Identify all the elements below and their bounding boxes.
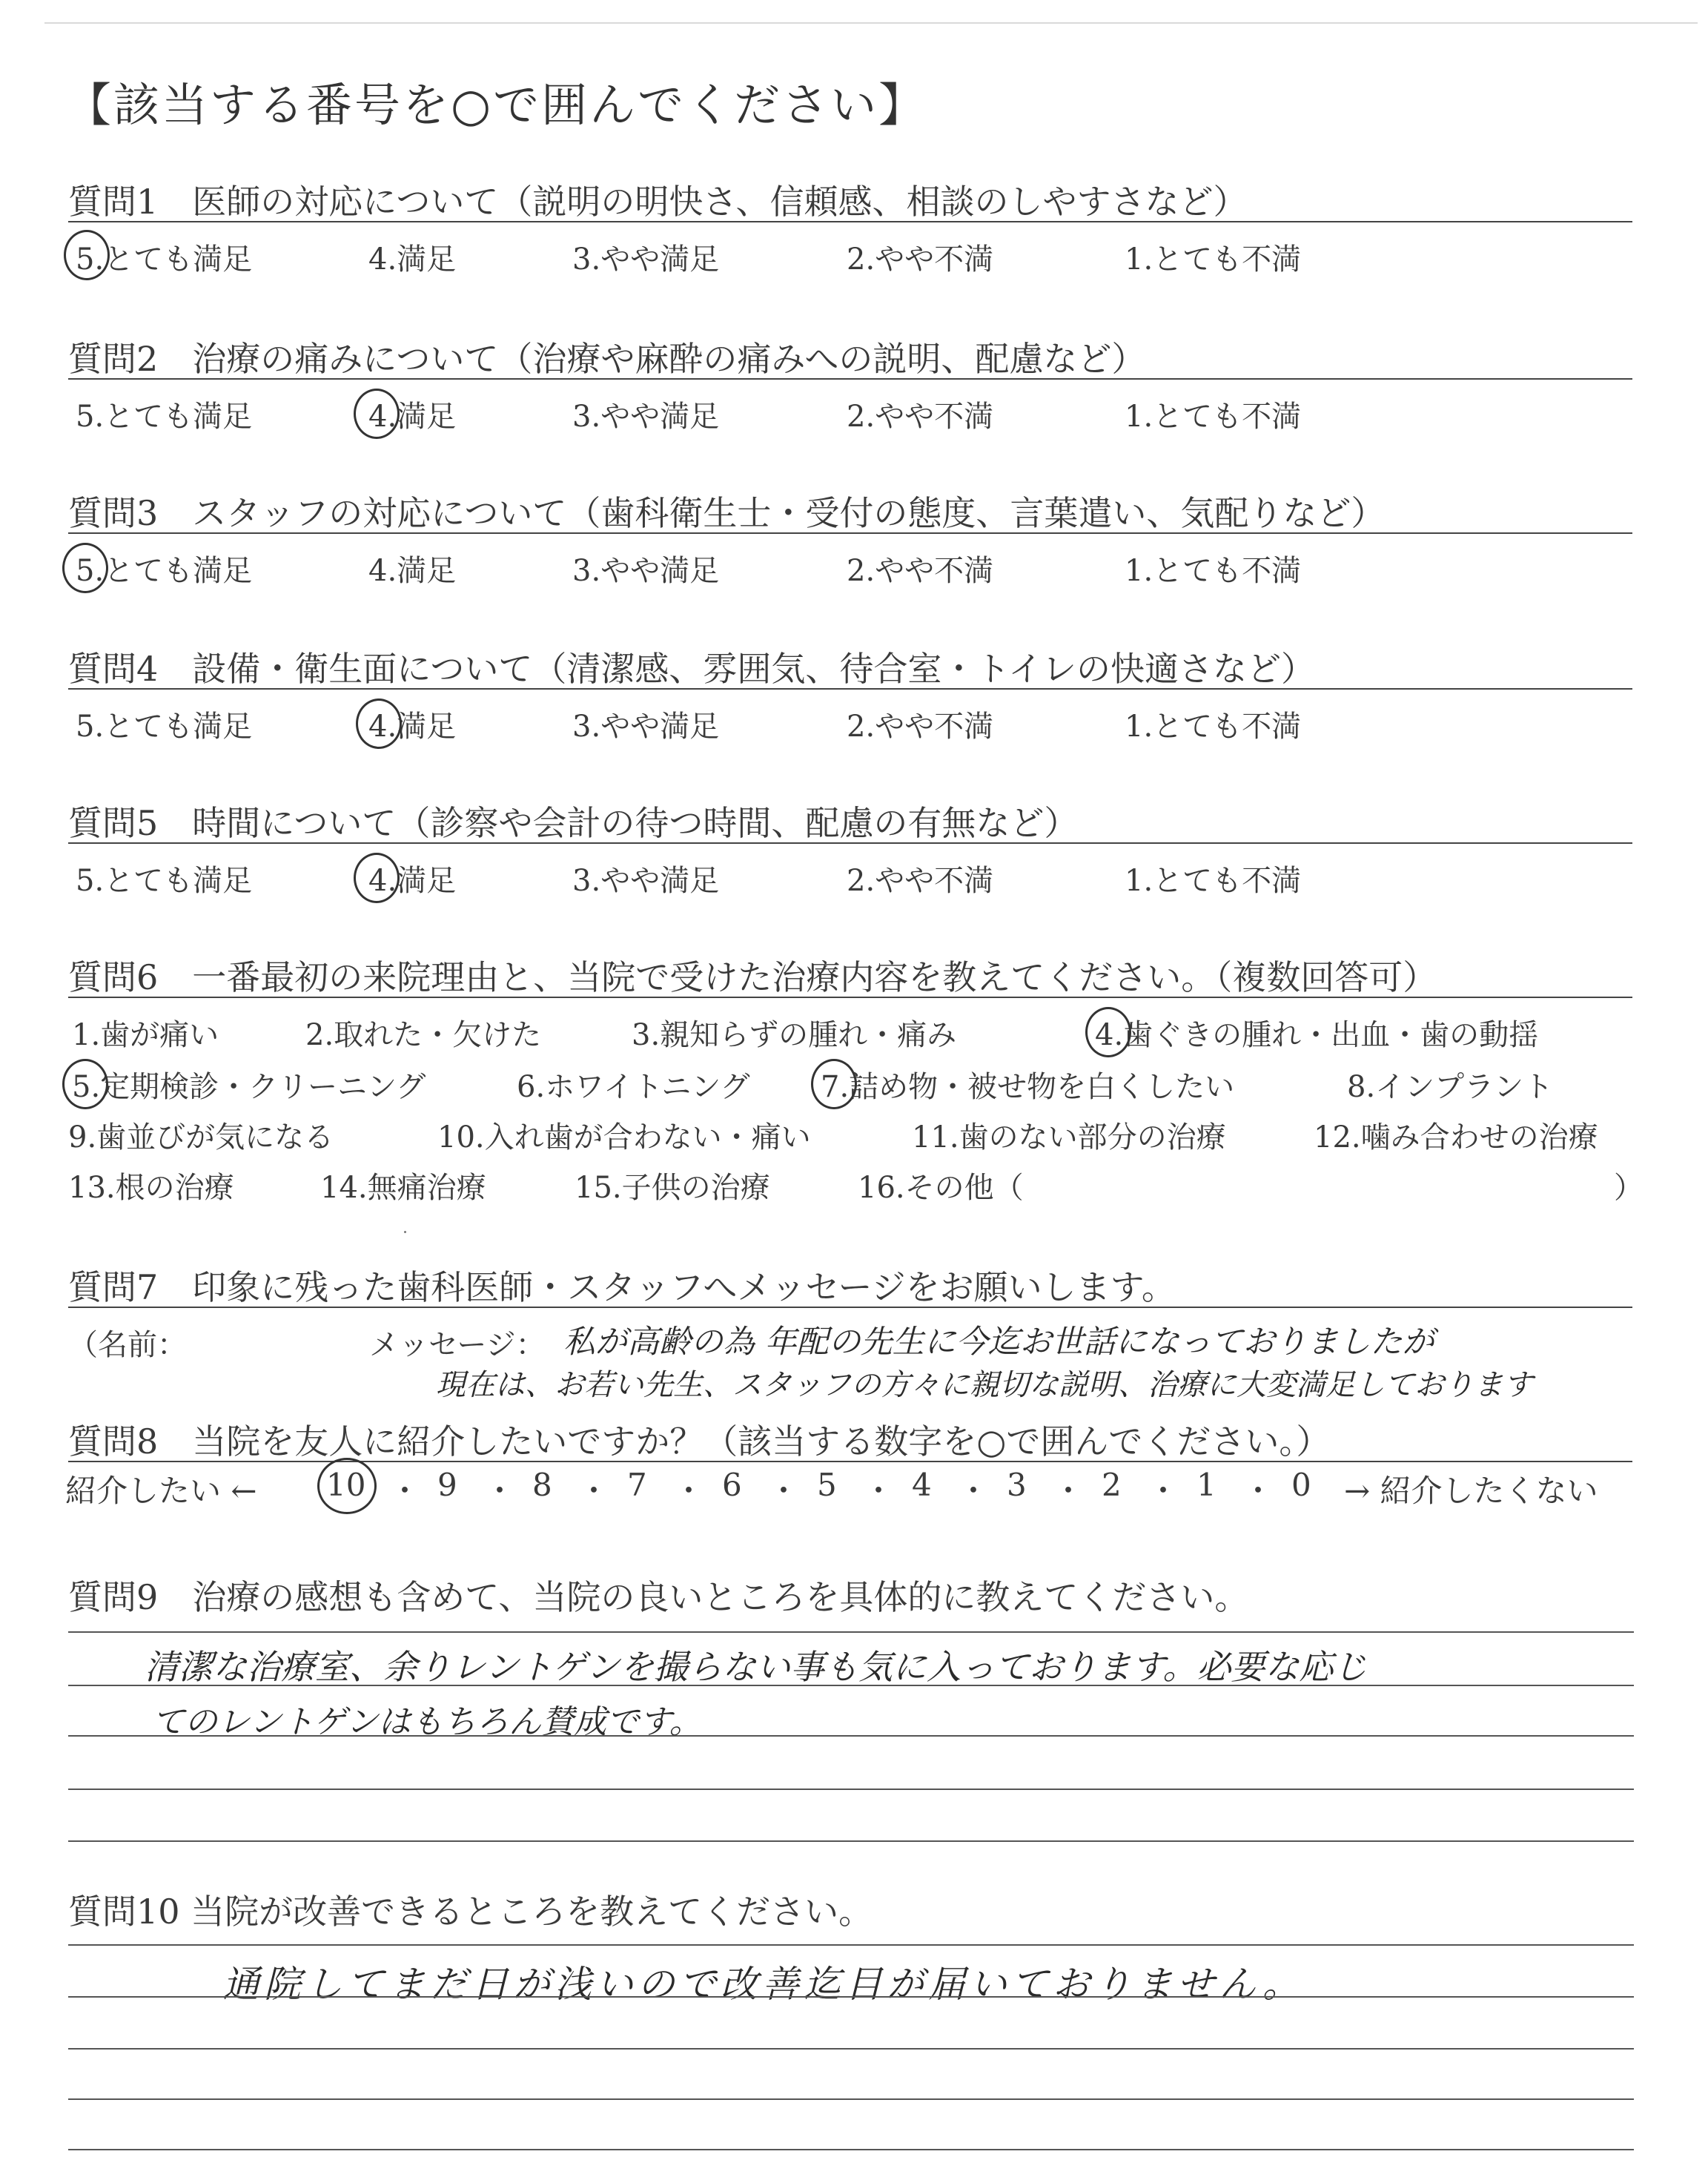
- q8-score-8[interactable]: 8: [532, 1467, 552, 1503]
- q8-separator: ・: [389, 1473, 421, 1509]
- question-1-options: [68, 236, 1632, 280]
- question-5-text: 質問5 時間について（診察や会計の待つ時間、配慮の有無など）: [68, 803, 1079, 843]
- q1-option-4[interactable]: 4.満足: [368, 242, 457, 277]
- q8-left-label: 紹介したい ←: [65, 1473, 257, 1509]
- scan-speck: [404, 1231, 406, 1233]
- q7-handwritten-line-1: 私が高齢の為 年配の先生に今迄お世話になっておりましたが: [563, 1324, 1434, 1361]
- question-4: [68, 642, 1632, 694]
- question-3: [68, 486, 1632, 538]
- question-2-underline: [68, 378, 1632, 380]
- q4-option-2[interactable]: 2.やや不満: [847, 710, 994, 744]
- question-9-text: 質問9 治療の感想も含めて、当院の良いところを具体的に教えてください。: [68, 1577, 1249, 1617]
- question-6-row-1: [68, 1011, 1640, 1056]
- question-5: [68, 796, 1632, 848]
- q5-option-4[interactable]: 4.満足: [368, 864, 457, 898]
- q6-option-4[interactable]: 4.歯ぐきの腫れ・出血・歯の動揺: [1095, 1018, 1539, 1052]
- q8-separator: ・: [958, 1473, 990, 1509]
- q2-option-3[interactable]: 3.やや満足: [572, 400, 720, 434]
- q9-handwritten-line-2: てのレントゲンはもちろん賛成です。: [152, 1703, 702, 1741]
- q8-score-9[interactable]: 9: [437, 1467, 457, 1503]
- page-title: 【該当する番号を○で囲んでください】: [65, 78, 927, 132]
- question-3-underline: [68, 532, 1632, 534]
- question-10-text: 質問10 当院が改善できるところを教えてください。: [68, 1892, 873, 1932]
- question-1: [68, 175, 1632, 227]
- q6-option-6[interactable]: 6.ホワイトニング: [517, 1070, 750, 1104]
- q4-option-3[interactable]: 3.やや満足: [572, 710, 720, 744]
- q3-option-1[interactable]: 1.とても不満: [1125, 554, 1302, 588]
- question-9: [68, 1571, 1632, 1615]
- q10-answer-line-1: [68, 1944, 1634, 1946]
- q8-separator: ・: [1148, 1473, 1179, 1509]
- question-2-options: [68, 393, 1632, 437]
- q6-option-16-close: ）: [1614, 1171, 1644, 1205]
- q6-option-5[interactable]: 5.定期検診・クリーニング: [72, 1070, 426, 1104]
- q8-right-label: → 紹介したくない: [1344, 1473, 1598, 1509]
- q5-option-2[interactable]: 2.やや不満: [847, 864, 994, 898]
- q8-separator: ・: [863, 1473, 895, 1509]
- q10-answer-line-2: [68, 1996, 1634, 1998]
- q9-answer-line-4: [68, 1789, 1634, 1790]
- q10-answer-line-3: [68, 2048, 1634, 2050]
- q10-answer-line-4: [68, 2098, 1634, 2100]
- q1-option-5[interactable]: 5.とても満足: [76, 242, 253, 277]
- question-1-underline: [68, 221, 1632, 222]
- q8-score-0[interactable]: 0: [1291, 1467, 1311, 1503]
- q6-option-12[interactable]: 12.噛み合わせの治療: [1314, 1120, 1598, 1155]
- q6-option-10[interactable]: 10.入れ歯が合わない・痛い: [437, 1120, 811, 1155]
- q3-option-2[interactable]: 2.やや不満: [847, 554, 994, 588]
- q1-option-2[interactable]: 2.やや不満: [847, 242, 994, 277]
- q5-option-5[interactable]: 5.とても満足: [76, 864, 253, 898]
- q8-score-1[interactable]: 1: [1196, 1467, 1217, 1503]
- q1-option-1[interactable]: 1.とても不満: [1125, 242, 1302, 277]
- q10-answer-line-5: [68, 2149, 1634, 2150]
- q9-handwritten-line-1: 清潔な治療室、余りレントゲンを撮らない事も気に入っております。必要な応じ: [145, 1647, 1368, 1687]
- question-4-text: 質問4 設備・衛生面について（清潔感、雰囲気、待合室・トイレの快適さなど）: [68, 649, 1316, 689]
- q8-separator: ・: [673, 1473, 705, 1509]
- question-10: [68, 1885, 1632, 1932]
- q4-option-5[interactable]: 5.とても満足: [76, 710, 253, 744]
- question-6-text: 質問6 一番最初の来院理由と、当院で受けた治療内容を教えてください。（複数回答可）: [68, 957, 1437, 997]
- question-8: [68, 1415, 1632, 1467]
- q6-option-9[interactable]: 9.歯並びが気になる: [68, 1120, 334, 1155]
- q8-score-5[interactable]: 5: [817, 1467, 837, 1503]
- question-6-underline: [68, 997, 1632, 998]
- question-5-options: [68, 857, 1632, 902]
- q8-score-10[interactable]: 10: [326, 1467, 366, 1503]
- q1-option-3[interactable]: 3.やや満足: [572, 242, 720, 277]
- q10-handwritten-line-1: 通院してまだ日が浅いので改善迄目が届いておりません。: [222, 1963, 1304, 2006]
- q9-answer-line-1: [68, 1631, 1634, 1633]
- q8-score-7[interactable]: 7: [627, 1467, 647, 1503]
- question-1-text: 質問1 医師の対応について（説明の明快さ、信頼感、相談のしやすさなど）: [68, 182, 1248, 222]
- q8-separator: ・: [1053, 1473, 1085, 1509]
- q8-score-3[interactable]: 3: [1007, 1467, 1027, 1503]
- q6-option-11[interactable]: 11.歯のない部分の治療: [912, 1120, 1226, 1155]
- question-7-underline: [68, 1307, 1632, 1308]
- question-3-options: [68, 547, 1632, 592]
- q2-option-5[interactable]: 5.とても満足: [76, 400, 253, 434]
- question-7: [68, 1261, 1632, 1312]
- q6-option-8[interactable]: 8.インプラント: [1347, 1070, 1554, 1104]
- question-6-row-4: [68, 1164, 1644, 1209]
- question-4-underline: [68, 688, 1632, 690]
- q6-option-13[interactable]: 13.根の治療: [68, 1171, 234, 1205]
- question-7-text: 質問7 印象に残った歯科医師・スタッフへメッセージをお願いします。: [68, 1267, 1176, 1307]
- q7-message-label: メッセージ：: [369, 1328, 546, 1362]
- question-6: [68, 951, 1632, 1003]
- question-4-options: [68, 703, 1632, 747]
- q8-recommend-scale: [65, 1467, 1644, 1519]
- q8-score-2[interactable]: 2: [1102, 1467, 1122, 1503]
- question-2-text: 質問2 治療の痛みについて（治療や麻酔の痛みへの説明、配慮など）: [68, 339, 1146, 379]
- question-6-row-2: [68, 1063, 1640, 1108]
- q8-separator: ・: [768, 1473, 800, 1509]
- q8-separator: ・: [484, 1473, 516, 1509]
- q8-separator: ・: [1242, 1473, 1274, 1509]
- q6-option-15[interactable]: 15.子供の治療: [575, 1171, 770, 1205]
- q6-option-14[interactable]: 14.無痛治療: [320, 1171, 486, 1205]
- q9-answer-line-3: [68, 1735, 1634, 1737]
- question-8-underline: [68, 1461, 1632, 1462]
- q4-option-1[interactable]: 1.とても不満: [1125, 710, 1302, 744]
- q8-score-4[interactable]: 4: [912, 1467, 932, 1503]
- q6-option-16[interactable]: 16.その他（: [858, 1171, 1024, 1205]
- q6-option-7[interactable]: 7.詰め物・被せ物を白くしたい: [821, 1070, 1235, 1104]
- q7-name-label: （名前：: [68, 1328, 187, 1362]
- q3-option-4[interactable]: 4.満足: [368, 554, 457, 588]
- q3-option-3[interactable]: 3.やや満足: [572, 554, 720, 588]
- q9-answer-line-5: [68, 1840, 1634, 1842]
- q4-option-4[interactable]: 4.満足: [368, 710, 457, 744]
- q6-option-1[interactable]: 1.歯が痛い: [72, 1018, 219, 1052]
- question-6-row-3: [68, 1114, 1640, 1158]
- q6-option-3[interactable]: 3.親知らずの腫れ・痛み: [632, 1018, 957, 1052]
- question-8-text: 質問8 当院を友人に紹介したいですか？（該当する数字を○で囲んでください。）: [68, 1421, 1331, 1462]
- q7-handwritten-line-2: 現在は、お若い先生、スタッフの方々に親切な説明、治療に大変満足しております: [436, 1368, 1533, 1402]
- q5-option-3[interactable]: 3.やや満足: [572, 864, 720, 898]
- q9-answer-line-2: [68, 1685, 1634, 1686]
- q2-option-2[interactable]: 2.やや不満: [847, 400, 994, 434]
- question-3-text: 質問3 スタッフの対応について（歯科衛生士・受付の態度、言葉遣い、気配りなど）: [68, 493, 1386, 533]
- q5-option-1[interactable]: 1.とても不満: [1125, 864, 1302, 898]
- q8-score-6[interactable]: 6: [722, 1467, 742, 1503]
- q2-option-4[interactable]: 4.満足: [368, 400, 457, 434]
- q6-option-2[interactable]: 2.取れた・欠けた: [305, 1018, 542, 1052]
- question-5-underline: [68, 842, 1632, 844]
- q3-option-5[interactable]: 5.とても満足: [76, 554, 253, 588]
- q2-option-1[interactable]: 1.とても不満: [1125, 400, 1302, 434]
- page-top-border: [44, 22, 1698, 24]
- question-2: [68, 332, 1632, 384]
- q8-separator: ・: [578, 1473, 610, 1509]
